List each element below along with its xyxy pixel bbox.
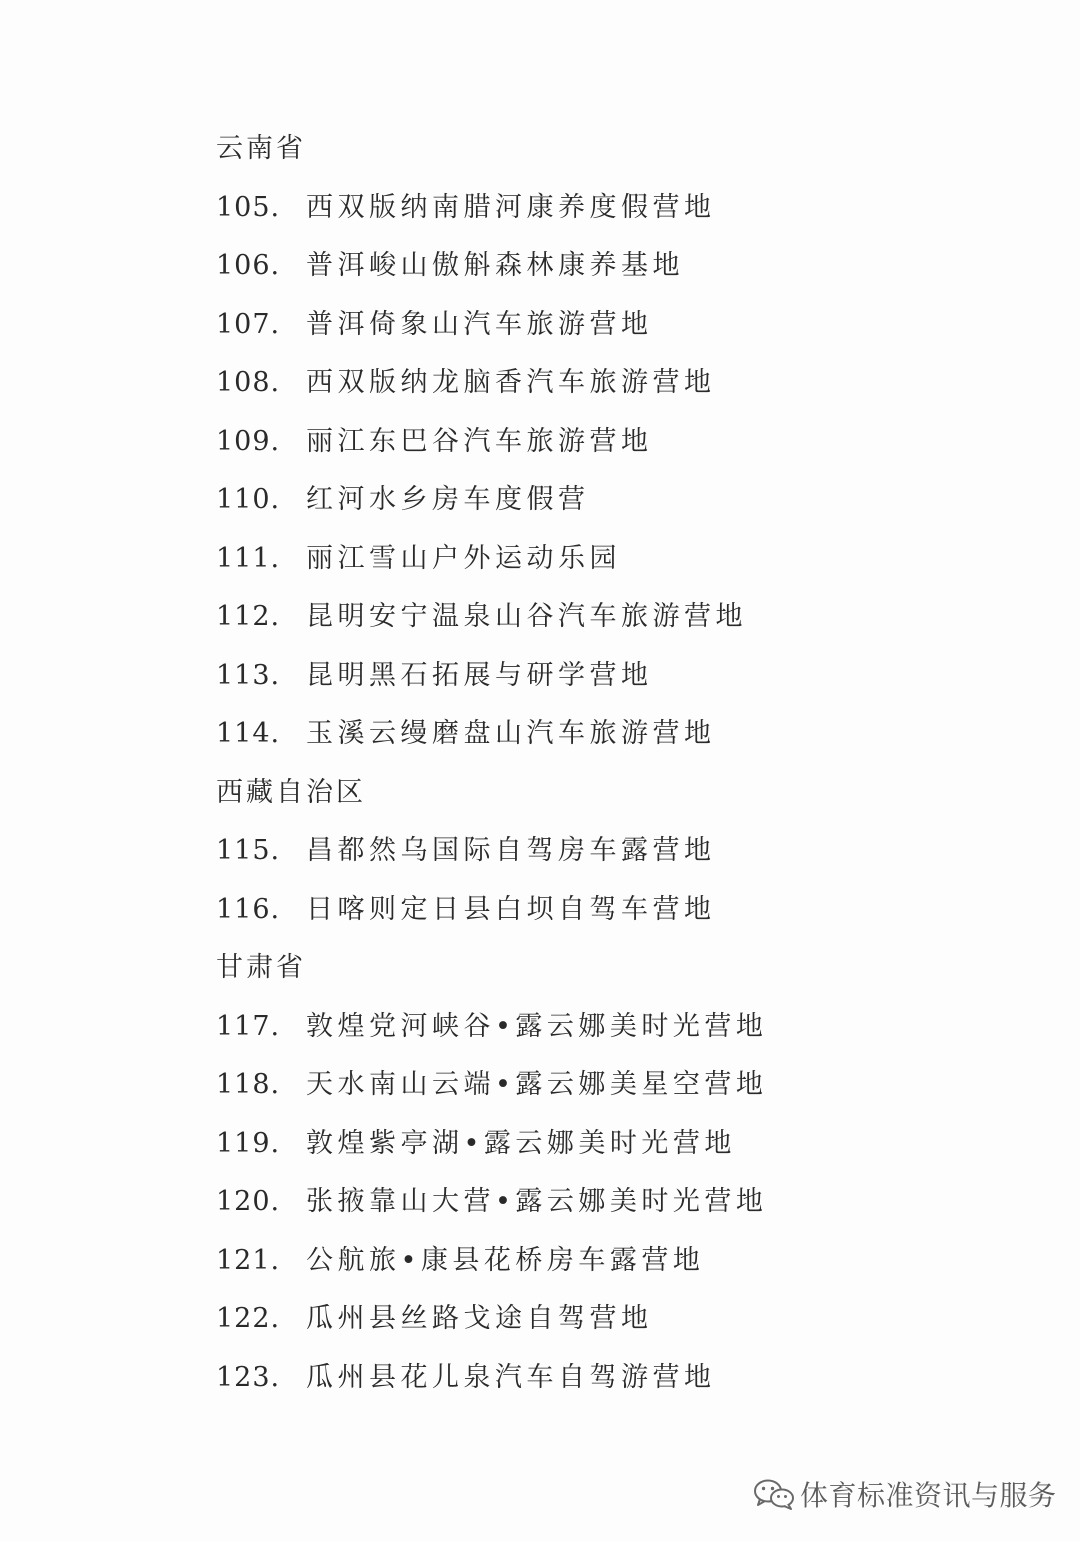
item-name: 昌都然乌国际自驾房车露营地 bbox=[306, 835, 716, 866]
item-number: 111. bbox=[216, 542, 281, 574]
item-number: 116. bbox=[216, 893, 281, 925]
item-name: 公航旅•康县花桥房车露营地 bbox=[306, 1244, 705, 1276]
list-item bbox=[216, 354, 976, 413]
item-number: 108. bbox=[216, 367, 281, 398]
item-name: 西双版纳南腊河康养度假营地 bbox=[306, 191, 716, 223]
list-item bbox=[216, 705, 976, 764]
list-item bbox=[216, 1349, 976, 1408]
wechat-icon bbox=[752, 1478, 796, 1510]
item-name: 红河水乡房车度假营 bbox=[306, 484, 590, 515]
item-name: 昆明黑石拓展与研学营地 bbox=[306, 659, 653, 691]
item-number: 105. bbox=[216, 191, 281, 223]
list-item bbox=[216, 237, 976, 296]
item-name: 日喀则定日县白坝自驾车营地 bbox=[306, 893, 716, 925]
section-heading-yunnan: 云南省 bbox=[216, 133, 306, 164]
item-number: 113. bbox=[216, 659, 281, 691]
item-name: 天水南山云端•露云娜美星空营地 bbox=[306, 1069, 768, 1100]
item-name: 张掖靠山大营•露云娜美时光营地 bbox=[306, 1186, 768, 1217]
item-name: 丽江雪山户外运动乐园 bbox=[306, 542, 621, 574]
list-item bbox=[216, 588, 976, 647]
item-name: 丽江东巴谷汽车旅游营地 bbox=[306, 425, 653, 457]
item-number: 117. bbox=[216, 1010, 281, 1042]
list-item bbox=[216, 881, 976, 940]
item-name: 玉溪云缦磨盘山汽车旅游营地 bbox=[306, 718, 716, 749]
account-watermark bbox=[752, 1474, 1057, 1514]
item-name: 敦煌党河峡谷•露云娜美时光营地 bbox=[306, 1010, 768, 1042]
item-name: 敦煌紫亭湖•露云娜美时光营地 bbox=[306, 1127, 736, 1159]
item-number: 114. bbox=[216, 718, 281, 749]
section-heading-gansu: 甘肃省 bbox=[216, 952, 306, 983]
item-number: 119. bbox=[216, 1127, 281, 1159]
list-item bbox=[216, 179, 976, 238]
item-name: 瓜州县丝路戈途自驾营地 bbox=[306, 1303, 653, 1334]
item-number: 115. bbox=[216, 835, 281, 866]
list-item bbox=[216, 530, 976, 589]
list-item bbox=[216, 413, 976, 472]
watermark-text: 体育标准资讯与服务 bbox=[800, 1479, 1057, 1512]
item-name: 西双版纳龙脑香汽车旅游营地 bbox=[306, 367, 716, 398]
item-name: 瓜州县花儿泉汽车自驾游营地 bbox=[306, 1361, 716, 1393]
list-item bbox=[216, 1290, 976, 1349]
section-heading-tibet: 西藏自治区 bbox=[216, 776, 366, 808]
item-number: 122. bbox=[216, 1303, 281, 1334]
list-item bbox=[216, 1115, 976, 1174]
item-number: 106. bbox=[216, 250, 281, 281]
item-name: 普洱倚象山汽车旅游营地 bbox=[306, 308, 653, 340]
item-number: 110. bbox=[216, 484, 281, 515]
list-item bbox=[216, 1173, 976, 1232]
list-item bbox=[216, 1056, 976, 1115]
item-name: 昆明安宁温泉山谷汽车旅游营地 bbox=[306, 601, 747, 632]
list-item bbox=[216, 822, 976, 881]
list-item bbox=[216, 1232, 976, 1291]
list-item bbox=[216, 998, 976, 1057]
item-number: 112. bbox=[216, 601, 281, 632]
item-number: 120. bbox=[216, 1186, 281, 1217]
list-item bbox=[216, 296, 976, 355]
campsite-list bbox=[216, 120, 976, 1407]
item-number: 121. bbox=[216, 1244, 281, 1276]
list-item bbox=[216, 647, 976, 706]
item-number: 118. bbox=[216, 1069, 281, 1100]
item-number: 107. bbox=[216, 308, 281, 340]
item-name: 普洱峻山傲斛森林康养基地 bbox=[306, 250, 684, 281]
item-number: 123. bbox=[216, 1361, 281, 1393]
item-number: 109. bbox=[216, 425, 281, 457]
list-item bbox=[216, 471, 976, 530]
